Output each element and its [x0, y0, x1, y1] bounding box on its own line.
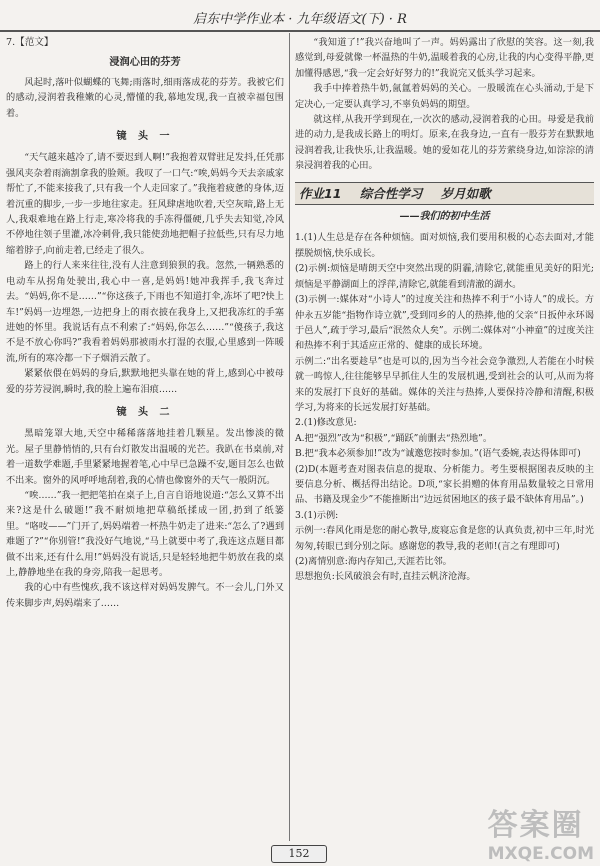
- paragraph: “天气越来越冷了,请不要迟到人啊!”我抱着双臂驻足发抖,任凭那强风夹杂着雨滴割拿我的脸颊。我叹了一口气:“唉,妈妈今天去亲戚家帮忙了,不能来接我了,只有我一个人走回家了。”我拖着疲惫的身体,迈着沉重的脚步,一步一步地往家走。狂风肆虐地吹着,天空灰暗,路上无人,我艰难地在路上行走,寒冷将我的手冻得僵硬,几乎失去知觉,冷风不停地往领子里灌,冰冷刺骨,我只能使劲地把帽子拉低些,只有尽力地缩着脖子,向前走着,已经走了很久。: [6, 152, 284, 256]
- header-rule: [0, 30, 600, 32]
- homework-topic: 岁月如歌: [440, 185, 491, 201]
- section-heading-2: 镜 头 二: [116, 406, 174, 418]
- answer-text: (3)示例一:媒体对“小诗人”的过度关注和热捧不利于“小诗人”的成长。方仲永五岁能“指物作诗立就”,受到同乡的人的热捧,他的父亲“日扳仲永环谒于邑人”,疏于学习,最后“泯然众人矣”。示例二:媒体对“小神童”的过度关注和热捧不利于其适应正常的、健康的成长环境。: [295, 294, 594, 352]
- homework-number: 作业11: [299, 185, 342, 201]
- paragraph: “我知道了!”我兴奋地叫了一声。妈妈露出了欣慰的笑容。这一刻,我感觉到,母爱就像一杯温热的牛奶,温暖着我的心房,让我的内心变得平静,更加懂得感恩,“我一定会好好努力的!”我说完又低头学习起来。: [295, 37, 594, 79]
- answer-text: B.把“我本必须参加!”改为“诚邀您按时参加。”(语气委婉,表达得体即可): [295, 448, 581, 460]
- homework-banner: [295, 182, 594, 205]
- paragraph: 路上的行人来来往往,没有人注意到狼狈的我。忽然,一辆熟悉的电动车从拐角处驶出,我心中一喜,是妈妈!她冲我挥手,我飞奔过去。“妈妈,你不是……”“你这孩子,下雨也不知道打伞,冻坏了吧?快上车!”妈妈一边埋怨,一边把身上的雨衣披在我身上,又把我冻红的手塞进她的怀里。我说话有点不利索了:“妈妈,你怎么……”“傻孩子,我这不是不放心你吗?”我看着妈妈那被雨水打湿的衣服,心里感到一阵暖流,所有的寒冷都一下子烟消云散了。: [6, 260, 284, 364]
- paragraph: “唉……”我一把把笔拍在桌子上,自言自语地说道:“怎么又算不出来?这是什么破题!”我不耐烦地把草稿纸揉成一团,扔到了纸篓里。“咯吱——”门开了,妈妈端着一杯热牛奶走了进来:“怎么了?遇到难题了?”“你别管!”我没好气地说,“马上就要中考了,我连这点题目都做不出来,还有什么用!”妈妈没有说话,只是轻轻地把牛奶放在我的桌上,静静地坐在我的身旁,陪我一起思考。: [6, 489, 284, 578]
- answer-text: 示例二:“出名要趁早”也是可以的,因为当今社会竞争激烈,人若能在小时候就一鸣惊人,往往能够早早抓住人生的发展机遇,受到社会的认可,从而为将来的发展打下良好的基础。媒体的关注与热捧,人要保持冷静和清醒,积极学习,为将来的长远发展打好基础。: [295, 355, 594, 413]
- answer-text: (2)示例:烦恼是晴朗天空中突然出现的阴霾,清除它,就能重见美好的阳光;烦恼是平静湖面上的浮萍,清除它,就能看到清澈的湖水。: [295, 263, 594, 290]
- page-header: 启东中学作业本 · 九年级语文(下) · R: [193, 12, 407, 27]
- watermark-url: MXQE.COM: [487, 844, 594, 864]
- answer-text: 思想抱负:长风破浪会有时,直挂云帆济沧海。: [295, 571, 476, 583]
- right-column: [295, 35, 594, 585]
- left-column: [6, 35, 284, 611]
- column-divider: [289, 33, 290, 841]
- answer-text: 示例一:春风化雨是您的耐心教导,废寝忘食是您的认真负责,初中三年,时光匆匆,转眼已到分别之际。感谢您的教导,我的老师!(言之有理即可): [295, 525, 594, 552]
- watermark-logo: 答案圈: [487, 808, 584, 843]
- essay-intro: 风起时,落叶似蝴蝶的飞舞;雨落时,细雨落成花的芬芳。我被它们的感动,浸润着我稚嫩的心灵,懵懂的我,慕地发现,我一直被幸福包围着。: [6, 76, 284, 119]
- watermark: [488, 800, 594, 864]
- answer-text: (2)D(本题考查对图表信息的提取、分析能力。考生要根据图表反映的主要信息分析、概括得出结论。D项,“家长捐赠的体育用品数量较之日常用品、书籍及现金少”不能推断出“边远贫困地区的孩子最不缺体育用品”。): [295, 463, 594, 506]
- question-label: 7.【范文】: [6, 37, 54, 48]
- homework-name: 综合性学习: [359, 185, 423, 201]
- paragraph: 紧紧依偎在妈妈的身后,默默地把头靠在她的背上,感到心中被母爱的芬芳浸润,瞬时,我的脸上遍布泪痕……: [6, 368, 284, 395]
- paragraph: 就这样,从我开学到现在,一次次的感动,浸润着我的心田。母爱是我前进的动力,是我成长路上的明灯。原来,在我身边,一直有一股芬芳在默默地浸润着我,让我快乐,让我温暖。她的爱如花儿的芬芳萦绕身边,如淙淙的清泉浸润着我的心田。: [295, 114, 594, 172]
- essay-title: 浸润心田的芬芳: [109, 56, 181, 69]
- paragraph: 黑暗笼罩大地,天空中稀稀落落地挂着几颗星。发出惨淡的微光。屋子里静悄悄的,只有台灯散发出温暖的光芒。我趴在书桌前,对着一道数学难题,手里紧紧地握着笔,心中早已急躁不安,题目怎么也做不出来。窗外的风呼呼地刮着,我的心情也像窗外的天气一般阴沉。: [6, 428, 284, 486]
- answer-text: (2)离情别意:海内存知己,天涯若比邻。: [295, 556, 452, 567]
- paragraph: 我手中捧着热牛奶,氤氲着妈妈的关心。一股暖流在心头涌动,于是下定决心,一定要认真学习,不辜负妈妈的期望。: [295, 83, 594, 110]
- section-heading-1: 镜 头 一: [116, 131, 174, 143]
- answer-text: A.把“强烈”改为“积极”,“踊跃”前删去“热烈地”。: [295, 432, 493, 444]
- answer-text: 2.(1)修改意见:: [295, 417, 357, 429]
- paragraph: 我的心中有些愧疚,我不该这样对妈妈发脾气。不一会儿,门外又传来脚步声,妈妈端来了……: [6, 582, 284, 609]
- homework-subtitle: ——我们的初中生活: [399, 211, 490, 223]
- answer-text: 1.(1)人生总是存在各种烦恼。面对烦恼,我们要用积极的心态去面对,才能摆脱烦恼,快乐成长。: [295, 232, 594, 259]
- page-number: 152: [271, 845, 327, 863]
- answer-text: 3.(1)示例:: [295, 509, 339, 521]
